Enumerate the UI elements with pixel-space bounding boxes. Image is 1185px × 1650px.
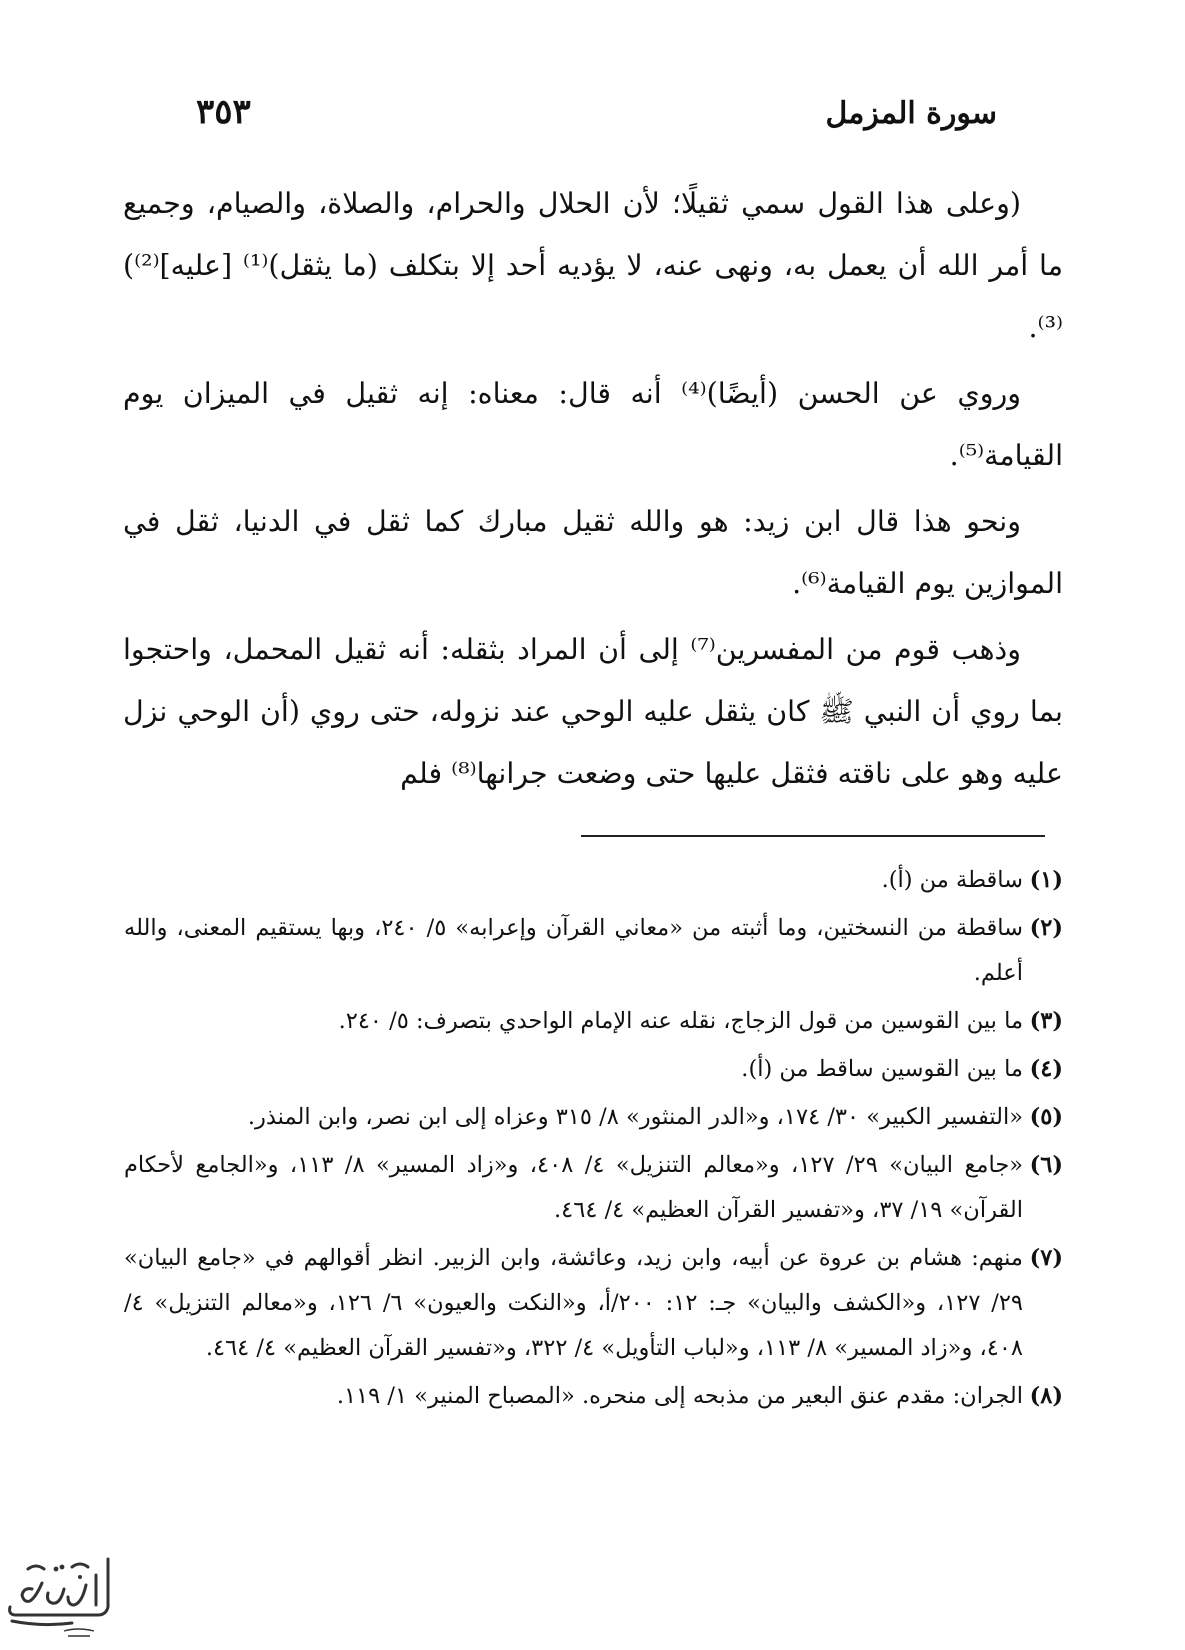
footnote-divider <box>581 835 1045 837</box>
footnote <box>124 1095 1063 1140</box>
footnote-text: «التفسير الكبير» ٣٠/ ١٧٤، و«الدر المنثور» ٨/ ٣١٥ وعزاه إلى ابن نصر، وابن المنذر. <box>247 1104 1023 1130</box>
footnote <box>124 1236 1063 1371</box>
footnote-number: (٦) <box>1029 1152 1063 1178</box>
footnote <box>124 1143 1063 1233</box>
paragraph: (وعلى هذا القول سمي ثقيلًا؛ لأن الحلال والحرام، والصلاة، والصيام، وجميع ما أمر الله أن يعمل به، ونهى عنه، لا يؤديه أحد إلا بتكلف (ما يثقل)⁽¹⁾ [عليه]⁽²⁾)⁽³⁾. <box>123 187 1063 344</box>
footnote <box>124 999 1063 1044</box>
footnote-text: «جامع البيان» ٢٩/ ١٢٧، و«معالم التنزيل» ٤/ ٤٠٨، و«زاد المسير» ٨/ ١١٣، و«الجامع لأحكام القرآن» ١٩/ ٣٧، و«تفسير القرآن العظيم» ٤/ ٤٦٤. <box>124 1152 1024 1223</box>
footnote-number: (٤) <box>1029 1056 1063 1082</box>
page-header <box>0 92 1185 142</box>
footnote-number: (٣) <box>1029 1008 1063 1034</box>
paragraph: ونحو هذا قال ابن زيد: هو والله ثقيل مبارك كما ثقل في الدنيا، ثقل في الموازين يوم القيامة⁽⁶⁾. <box>123 505 1063 600</box>
footnote <box>124 906 1063 996</box>
footnote-text: ما بين القوسين ساقط من (أ). <box>741 1056 1023 1082</box>
footnote-text: ما بين القوسين من قول الزجاج، نقله عنه الإمام الواحدي بتصرف: ٥/ ٢٤٠. <box>338 1008 1023 1034</box>
footnote-text: منهم: هشام بن عروة عن أبيه، وابن زيد، وعائشة، وابن الزبير. انظر أقوالهم في «جامع البيان» ٢٩/ ١٢٧، و«الكشف والبيان» جـ: ١٢: ٢٠٠/أ، و«النكت والعيون» ٦/ ١٢٦، و«معالم التنزيل» ٤/ ٤٠٨، و«زاد المسير» ٨/ ١١٣، و«لباب التأويل» ٤/ ٣٢٢، و«تفسير القرآن العظيم» ٤/ ٤٦٤. <box>124 1245 1023 1361</box>
paragraph: وروي عن الحسن (أيضًا)⁽⁴⁾ أنه قال: معناه: إنه ثقيل في الميزان يوم القيامة⁽⁵⁾. <box>123 377 1063 472</box>
footnote <box>124 1374 1063 1419</box>
footnotes <box>124 858 1063 1422</box>
surah-title: سورة المزمل <box>825 96 997 131</box>
footnote-number: (٧) <box>1029 1245 1063 1271</box>
footnote-number: (٥) <box>1029 1104 1063 1130</box>
paragraph: وذهب قوم من المفسرين⁽⁷⁾ إلى أن المراد بثقله: أنه ثقيل المحمل، واحتجوا بما روي أن النبي ﷺ كان يثقل عليه الوحي عند نزوله، حتى روي (أن الوحي نزل عليه وهو على ناقته فثقل عليها حتى وضعت جرانها⁽⁸⁾ فلم <box>123 633 1063 790</box>
footnote-number: (١) <box>1029 867 1063 893</box>
footnote-text: الجران: مقدم عنق البعير من مذبحه إلى منحره. «المصباح المنير» ١/ ١١٩. <box>336 1383 1023 1409</box>
footnote <box>124 1047 1063 1092</box>
footnote <box>124 858 1063 903</box>
main-text <box>123 173 1063 809</box>
footnote-text: ساقطة من النسختين، وما أثبته من «معاني القرآن وإعرابه» ٥/ ٢٤٠، وبها يستقيم المعنى، والله أعلم. <box>124 915 1024 986</box>
watermark-logo-icon <box>2 1545 120 1641</box>
footnote-number: (٢) <box>1029 915 1063 941</box>
footnote-text: ساقطة من (أ). <box>881 867 1023 893</box>
page-number: ٣٥٣ <box>196 92 251 132</box>
calligraphy-logo-icon <box>2 1545 120 1641</box>
footnote-number: (٨) <box>1029 1383 1063 1409</box>
